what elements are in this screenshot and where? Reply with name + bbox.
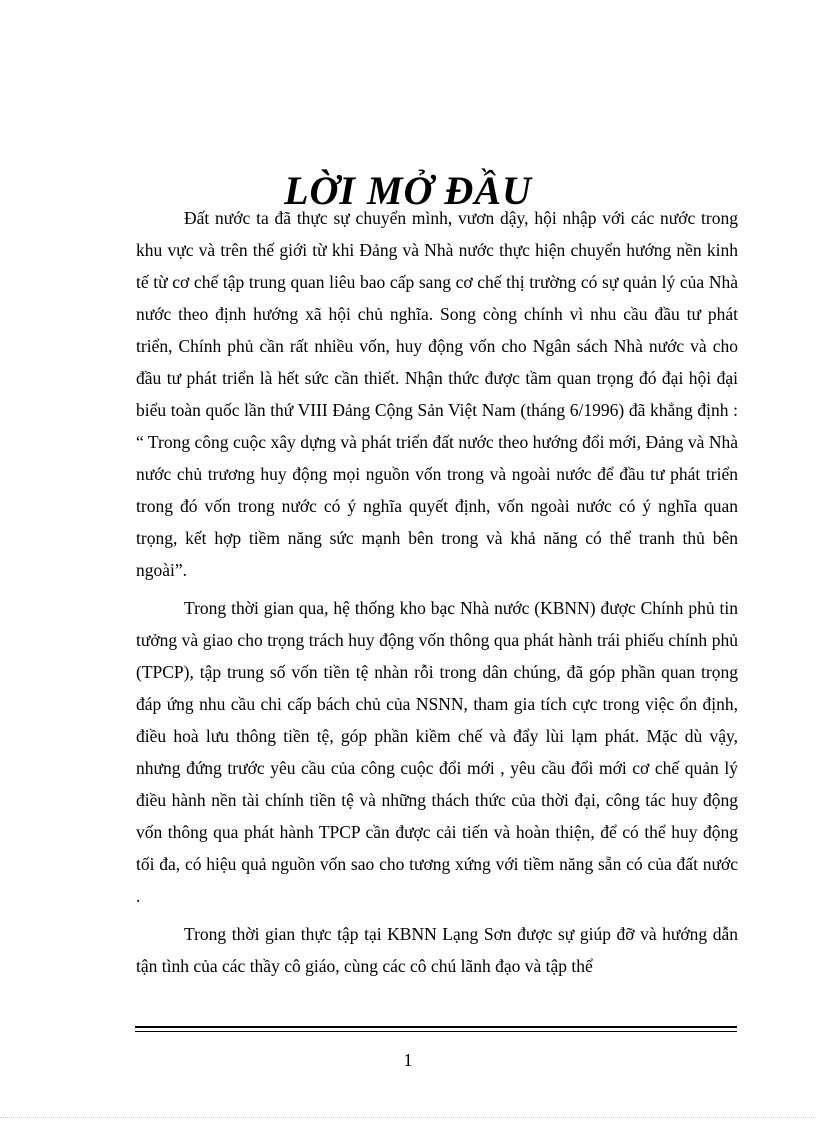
page-number: 1 xyxy=(403,1050,413,1070)
paragraph-kbnn: Trong thời gian qua, hệ thống kho bạc Nhà nước (KBNN) được Chính phủ tin tưởng và giao cho trọng trách huy động vốn thông qua phát hành trái phiếu chính phủ (TPCP), tập trung số vốn tiền tệ nhàn rỗi trong dân chúng, đã góp phần quan trọng đáp ứng nhu cầu chi cấp bách chủ của NSNN, tham gia tích cực trong việc ổn định, điều hoà lưu thông tiền tệ, góp phần kiềm chế và đẩy lùi lạm phát. Mặc dù vậy, nhưng đứng trước yêu cầu của công cuộc đổi mới , yêu cầu đổi mới cơ chế quản lý điều hành nền tài chính tiền tệ và những thách thức của thời đại, công tác huy động vốn thông qua phát hành TPCP cần được cải tiến và hoàn thiện, để có thể huy động tối đa, có hiệu quả nguồn vốn sao cho tương xứng với tiềm năng sẵn có của đất nước . xyxy=(136,598,738,906)
page-edge-divider xyxy=(0,1117,816,1118)
page-title: LỜI MỞ ĐẦU xyxy=(284,167,532,213)
footer-divider xyxy=(135,1026,737,1032)
paragraph-intro: Đất nước ta đã thực sự chuyển mình, vươn dậy, hội nhập với các nước trong khu vực và trên thế giới từ khi Đảng và Nhà nước thực hiện chuyển hướng nền kinh tế từ cơ chế tập trung quan liêu bao cấp sang cơ chế thị trường có sự quản lý của Nhà nước theo định hướng xã hội chủ nghĩa. Song còng chính vì nhu cầu đầu tư phát triển, Chính phủ cần rất nhiều vốn, huy động vốn cho Ngân sách Nhà nước và cho đầu tư phát triển là hết sức cần thiết. Nhận thức được tầm quan trọng đó đại hội đại biểu toàn quốc lần thứ VIII Đảng Cộng Sản Việt Nam (tháng 6/1996) đã khẳng định : “ Trong công cuộc xây dựng và phát triển đất nước theo hướng đổi mới, Đảng và Nhà nước chủ trương huy động mọi nguồn vốn trong và ngoài nước để đầu tư phát triển trong đó vốn trong nước có ý nghĩa quyết định, vốn ngoài nước có ý nghĩa quan trọng, kết hợp tiềm năng sức mạnh bên trong và khả năng có thể tranh thủ bên ngoài”. xyxy=(136,208,738,580)
body-text xyxy=(136,202,738,982)
paragraph-internship: Trong thời gian thực tập tại KBNN Lạng Sơn được sự giúp đỡ và hướng dẫn tận tình của các thầy cô giáo, cùng các cô chú lãnh đạo và tập thể xyxy=(136,924,738,976)
